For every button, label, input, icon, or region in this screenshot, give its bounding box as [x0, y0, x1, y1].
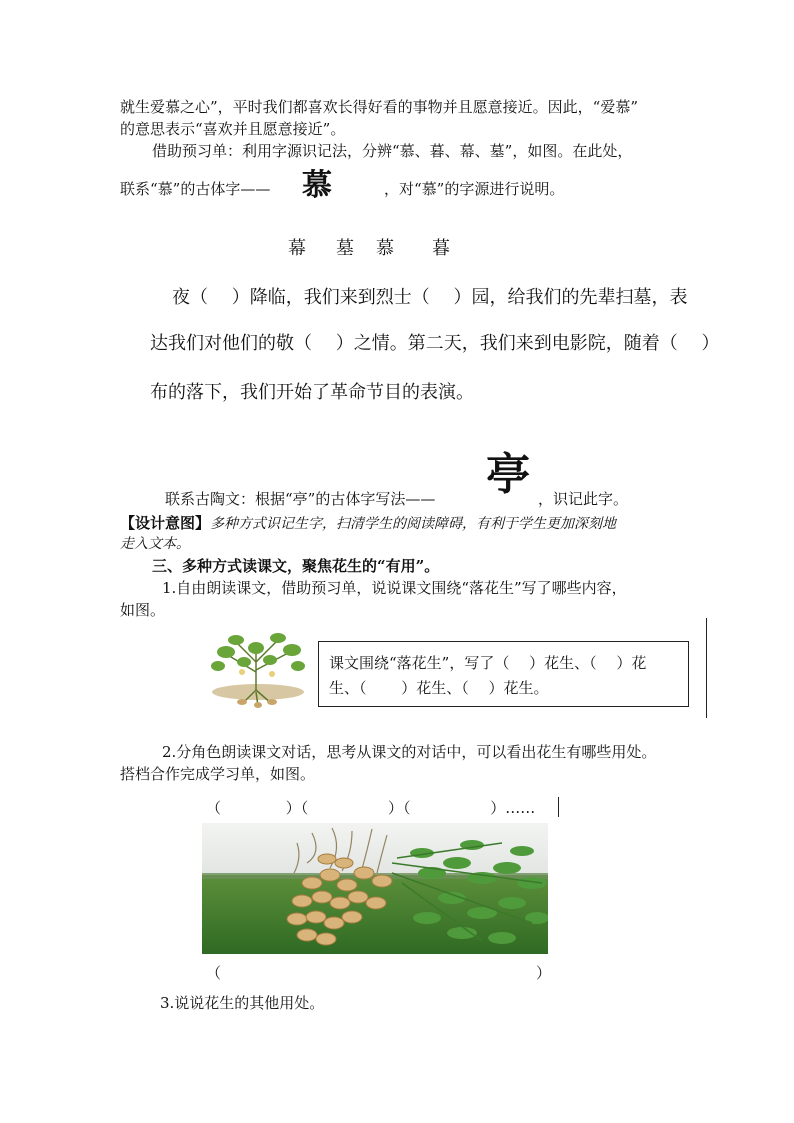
- peanut-photo: [202, 823, 548, 954]
- text-cursor: [558, 797, 559, 817]
- para1-line1: 就生爱慕之心”，平时我们都喜欢长得好看的事物并且愿意接近。因此，“爱慕”: [120, 98, 639, 116]
- answer-blanks-row: （ ）（ ）（ ）……: [206, 799, 536, 817]
- choice-char-3: 慕: [376, 238, 394, 259]
- item1-line1: 1.自由朗读课文，借助预习单，说说课文围绕“落花生”写了哪些内容，: [162, 579, 627, 597]
- choice-char-1: 幕: [288, 238, 306, 259]
- box-line2: 生、（ ）花生、（ ）花生。: [329, 679, 549, 697]
- item1-line2: 如图。: [120, 601, 166, 619]
- ancient-mu-glyph: 慕: [302, 168, 333, 203]
- box-line1: 课文围绕“落花生”，写了（ ）花生、（ ）花: [329, 654, 647, 672]
- choice-char-4: 暮: [432, 238, 450, 259]
- ting-text-end: ，识记此字。: [538, 490, 629, 508]
- choice-char-2: 墓: [336, 238, 354, 259]
- bottom-blank-close: ）: [536, 964, 552, 982]
- item2-line2: 搭档合作完成学习单，如图。: [120, 765, 316, 783]
- fill-in-box: [318, 641, 689, 707]
- exercise-line3: 布的落下，我们开始了革命节目的表演。: [150, 382, 474, 403]
- section3-heading: 三、多种方式读课文，聚焦花生的“有用”。: [152, 557, 440, 575]
- peanut-plant-illustration: [206, 632, 310, 708]
- para2-line2-end: ，对“慕”的字源进行说明。: [384, 180, 565, 198]
- para1-line2: 的意思表示“喜欢并且愿意接近”。: [120, 120, 346, 138]
- margin-rule: [706, 618, 707, 718]
- ancient-ting-glyph: 亭: [486, 449, 530, 500]
- item3: 3.说说花生的其他用处。: [160, 994, 325, 1012]
- para2-line1: 借助预习单：利用字源识记法，分辨“慕、暮、幕、墓”，如图。在此处，: [152, 142, 633, 160]
- design-intent-line2: 走入文本。: [120, 536, 190, 552]
- exercise-line1: 夜（ ）降临，我们来到烈士（ ）园，给我们的先辈扫墓，表: [172, 287, 688, 308]
- design-intent-line1: 多种方式识记生字，扫清学生的阅读障碍，有利于学生更加深刻地: [210, 516, 617, 532]
- item2-line1: 2.分角色朗读课文对话，思考从课文的对话中，可以看出花生有哪些用处。: [162, 743, 657, 761]
- para2-line2-start: 联系“慕”的古体字——: [120, 180, 271, 198]
- bottom-blank-open: （: [206, 964, 222, 982]
- exercise-line2: 达我们对他们的敬（ ）之情。第二天，我们来到电影院，随着（ ）: [150, 333, 720, 354]
- ting-text-start: 联系古陶文：根据“亭”的古体字写法——: [165, 490, 436, 508]
- design-intent-label: 【设计意图】: [120, 514, 211, 532]
